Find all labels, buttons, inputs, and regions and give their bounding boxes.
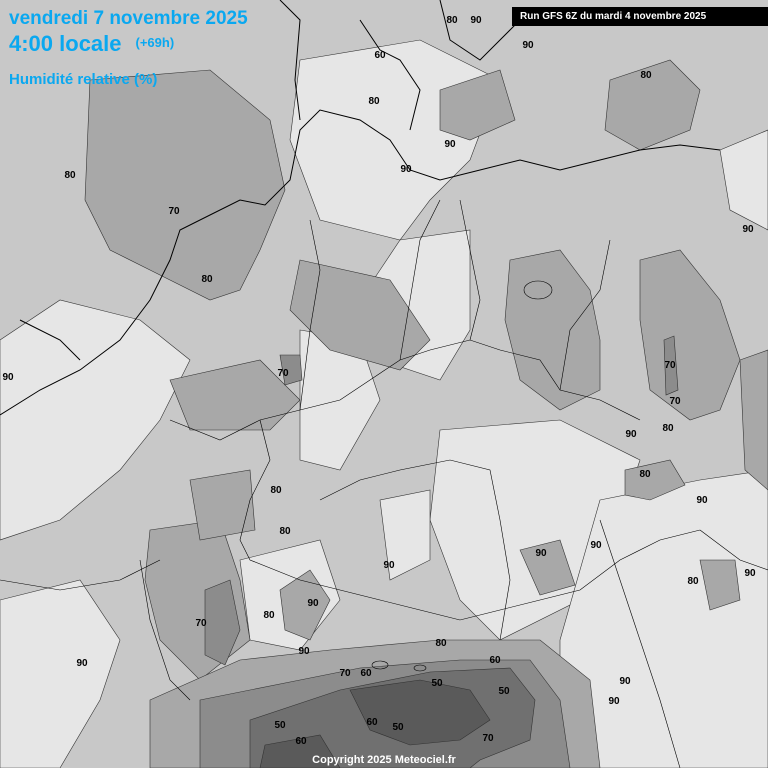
contour-label: 80	[279, 526, 291, 537]
contour-label: 60	[360, 668, 372, 679]
contour-label: 70	[669, 396, 681, 407]
contour-label: 70	[168, 206, 180, 217]
contour-label: 80	[687, 576, 699, 587]
contour-label: 80	[446, 15, 458, 26]
contour-label: 80	[662, 423, 674, 434]
contour-label: 50	[431, 678, 443, 689]
contour-label: 60	[366, 717, 378, 728]
contour-label: 70	[195, 618, 207, 629]
contour-label: 50	[274, 720, 286, 731]
contour-label: 80	[263, 610, 275, 621]
copyright-notice: Copyright 2025 Meteociel.fr	[312, 754, 456, 766]
run-info-banner: Run GFS 6Z du mardi 4 novembre 2025	[512, 7, 768, 26]
contour-label: 80	[640, 70, 652, 81]
lead-time: (+69h)	[135, 35, 175, 50]
contour-label: 70	[339, 668, 351, 679]
contour-label: 90	[590, 540, 602, 551]
contour-label: 90	[744, 568, 756, 579]
contour-label: 70	[664, 360, 676, 371]
contour-label: 70	[277, 368, 289, 379]
contour-label: 80	[639, 469, 651, 480]
contour-label: 90	[400, 164, 412, 175]
contour-label: 90	[307, 598, 319, 609]
contour-label: 80	[201, 274, 213, 285]
contour-label: 80	[270, 485, 282, 496]
contour-label: 90	[535, 548, 547, 559]
contour-label: 90	[76, 658, 88, 669]
contour-label: 80	[368, 96, 380, 107]
contour-label: 90	[608, 696, 620, 707]
forecast-time	[9, 31, 174, 57]
contour-label: 60	[295, 736, 307, 747]
contour-label: 90	[298, 646, 310, 657]
contour-label: 90	[619, 676, 631, 687]
contour-label: 90	[2, 372, 14, 383]
contour-label: 70	[482, 733, 494, 744]
variable-title: Humidité relative (%)	[9, 71, 158, 88]
contour-label: 90	[383, 560, 395, 571]
contour-label: 90	[742, 224, 754, 235]
contour-label: 90	[625, 429, 637, 440]
contour-label: 90	[444, 139, 456, 150]
contour-label: 80	[435, 638, 447, 649]
contour-label: 60	[374, 50, 386, 61]
contour-label: 50	[392, 722, 404, 733]
contour-label: 90	[696, 495, 708, 506]
forecast-date: vendredi 7 novembre 2025	[9, 8, 248, 29]
contour-label: 50	[498, 686, 510, 697]
contour-label: 60	[489, 655, 501, 666]
contour-label: 90	[522, 40, 534, 51]
contour-label: 90	[470, 15, 482, 26]
local-time: 4:00 locale	[9, 31, 122, 56]
contour-label: 80	[64, 170, 76, 181]
